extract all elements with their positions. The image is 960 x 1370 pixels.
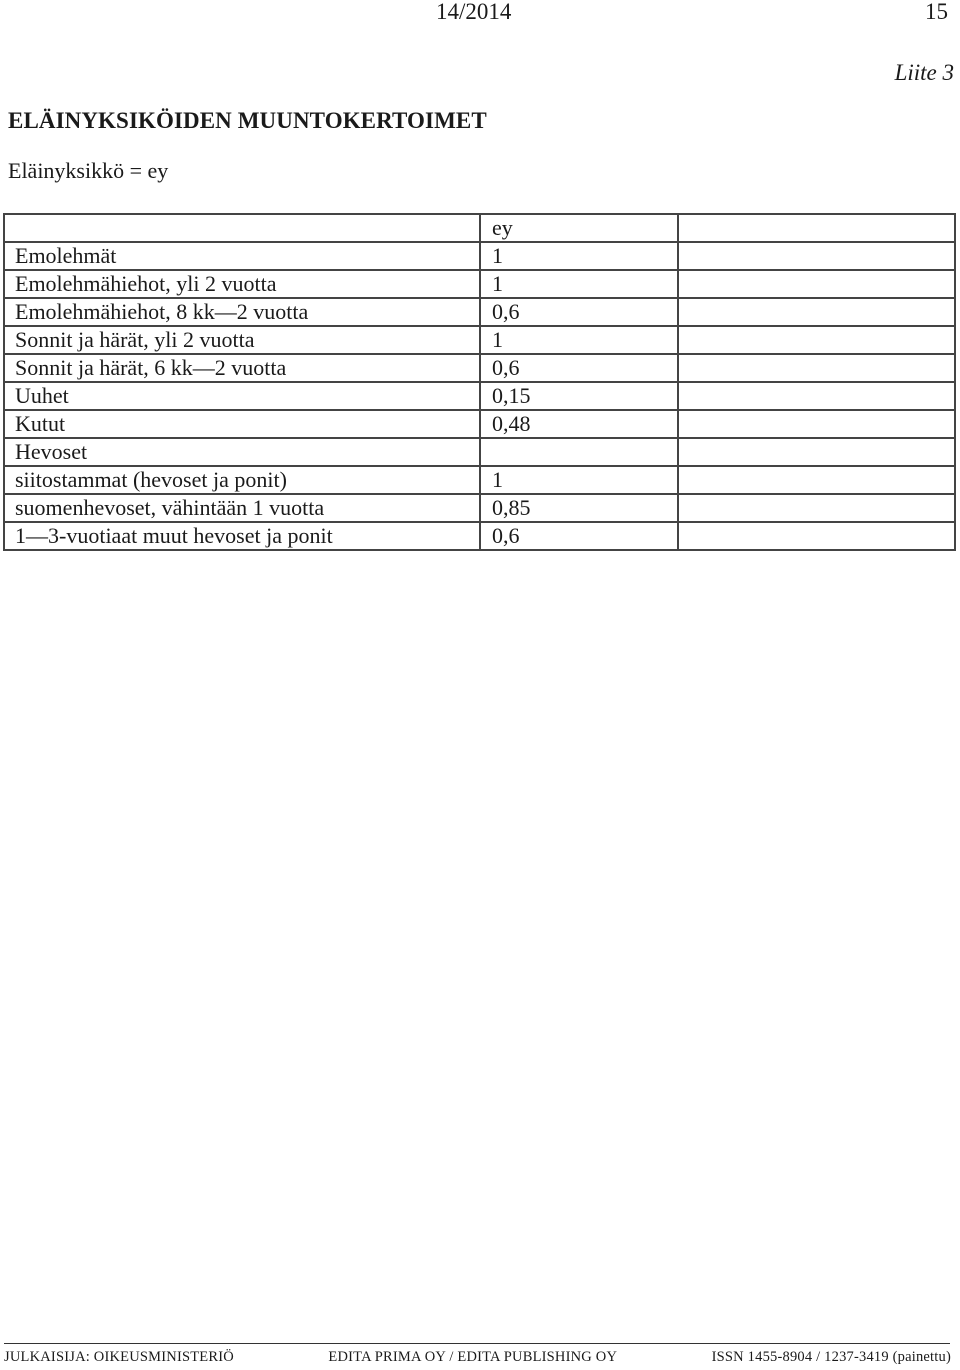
footer-issn: ISSN 1455-8904 / 1237-3419 (painettu) (711, 1349, 951, 1365)
table-row (4, 354, 955, 382)
row-value: 1 (480, 326, 678, 354)
table-row (4, 298, 955, 326)
row-extra (678, 466, 955, 494)
row-label: Emolehmähiehot, yli 2 vuotta (4, 270, 480, 298)
row-label: suomenhevoset, vähintään 1 vuotta (4, 494, 480, 522)
header-unit-cell: ey (480, 214, 678, 242)
row-value: 1 (480, 466, 678, 494)
footer (4, 1349, 951, 1366)
row-value: 0,6 (480, 522, 678, 550)
table-row (4, 410, 955, 438)
table-row (4, 270, 955, 298)
row-extra (678, 522, 955, 550)
footer-publisher: JULKAISIJA: OIKEUSMINISTERIÖ (4, 1349, 234, 1365)
row-label: Sonnit ja härät, yli 2 vuotta (4, 326, 480, 354)
row-label: Emolehmähiehot, 8 kk—2 vuotta (4, 298, 480, 326)
table-row (4, 326, 955, 354)
row-label: siitostammat (hevoset ja ponit) (4, 466, 480, 494)
row-label: Hevoset (4, 438, 480, 466)
table-row (4, 494, 955, 522)
table-header-row (4, 214, 955, 242)
row-extra (678, 242, 955, 270)
row-label: Uuhet (4, 382, 480, 410)
row-extra (678, 382, 955, 410)
conversion-table (3, 213, 956, 551)
table-row (4, 522, 955, 550)
issue-number: 14/2014 (436, 0, 512, 24)
row-extra (678, 438, 955, 466)
row-value: 1 (480, 270, 678, 298)
row-extra (678, 298, 955, 326)
table-row (4, 438, 955, 466)
row-extra (678, 354, 955, 382)
footer-printer: EDITA PRIMA OY / EDITA PUBLISHING OY (328, 1349, 618, 1365)
row-value: 0,6 (480, 354, 678, 382)
row-label: Emolehmät (4, 242, 480, 270)
row-extra (678, 410, 955, 438)
table-row (4, 466, 955, 494)
table-row (4, 382, 955, 410)
row-extra (678, 494, 955, 522)
footer-divider (4, 1343, 950, 1344)
row-extra (678, 270, 955, 298)
row-value (480, 438, 678, 466)
row-value: 0,85 (480, 494, 678, 522)
document-title: ELÄINYKSIKÖIDEN MUUNTOKERTOIMET (8, 108, 487, 133)
document-subtitle: Eläinyksikkö = ey (8, 158, 169, 183)
row-value: 0,48 (480, 410, 678, 438)
row-label: Kutut (4, 410, 480, 438)
page-number: 15 (925, 0, 948, 24)
row-extra (678, 326, 955, 354)
row-value: 0,15 (480, 382, 678, 410)
row-value: 0,6 (480, 298, 678, 326)
header-label-cell (4, 214, 480, 242)
table-row (4, 242, 955, 270)
appendix-label: Liite 3 (894, 60, 954, 85)
row-value: 1 (480, 242, 678, 270)
row-label: 1—3-vuotiaat muut hevoset ja ponit (4, 522, 480, 550)
header-extra-cell (678, 214, 955, 242)
row-label: Sonnit ja härät, 6 kk—2 vuotta (4, 354, 480, 382)
